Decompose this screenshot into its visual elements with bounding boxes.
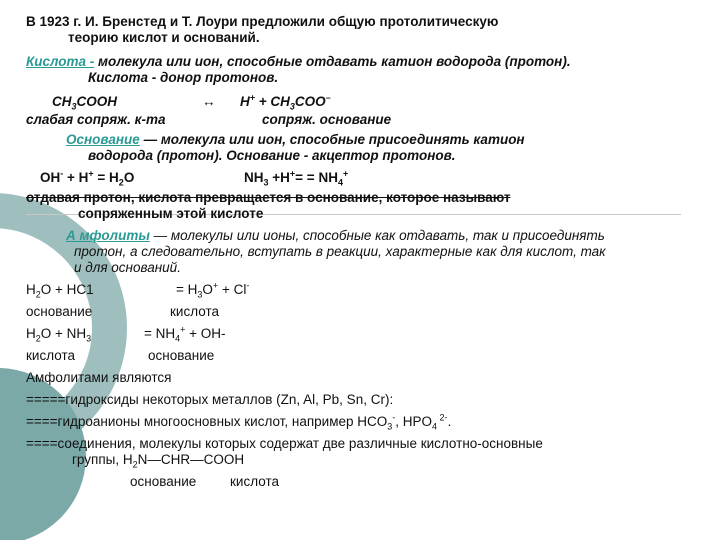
- item2-c: .: [447, 414, 452, 429]
- eq1-lhs-a: CH: [52, 94, 72, 109]
- eq2-c: = H: [93, 170, 119, 185]
- eq1-rhs-sup2: –: [325, 92, 331, 103]
- eq2-b: + H: [63, 170, 89, 185]
- base-def-line-2: водорода (протон). Основание - акцептор протонов.: [88, 148, 456, 163]
- ampholyte-item-compounds: ====соединения, молекулы которых содержат две различные кислотно-основные: [26, 436, 543, 451]
- acid-def-text: молекула или ион, способные отдавать катион водорода (протон).: [94, 54, 571, 69]
- acid-term: Кислота -: [26, 54, 95, 69]
- equation-ammonium: [244, 170, 348, 186]
- eq4-label-base: основание: [148, 348, 215, 363]
- ampholyte-item-hydroxides: =====гидроксиды некоторых металлов (Zn, Al, Pb, Sn, Cr):: [26, 392, 394, 407]
- eq1-rhs-c: COO: [294, 94, 326, 109]
- base-term: Основание: [66, 132, 140, 147]
- conjugate-explanation-line-1: отдавая протон, кислота превращается в основание, которое называют: [26, 190, 511, 205]
- eq2-d: O: [123, 170, 135, 185]
- eq1-rhs-sup1: +: [249, 92, 256, 103]
- acid-definition: [26, 54, 571, 70]
- eq4-c-sup: +: [180, 324, 186, 335]
- weak-conjugate-acid-label: слабая сопряж. к-та: [26, 112, 166, 127]
- eq4-a: H: [26, 326, 36, 341]
- eq4-a-sub: 2: [35, 333, 41, 344]
- equation-acetic-acid-rhs: [240, 94, 331, 110]
- item2-sup2: 2-: [437, 412, 448, 423]
- eq2-c-sub: 2: [118, 177, 124, 188]
- ampholyte-item-compounds-line-2: [72, 452, 244, 468]
- eq2-g-sub: 4: [337, 177, 343, 188]
- ampholytes-are-heading: Амфолитами являются: [26, 370, 172, 385]
- ampholyte-def-line-3: и для оснований.: [74, 260, 181, 275]
- eq3-d: O: [202, 282, 213, 297]
- eq3-label-base: основание: [26, 304, 93, 319]
- eq3-c: = H: [176, 282, 198, 297]
- eq3-e-sup: -: [246, 280, 250, 291]
- equation-water-ammonia-rhs: [144, 326, 226, 342]
- equation-water-hcl: [26, 282, 94, 298]
- eq1-rhs-sub2: 3: [289, 101, 295, 112]
- item2-sub: 3: [387, 421, 393, 432]
- conjugate-base-label: сопряж. основание: [262, 112, 392, 127]
- eq2-a-sup: -: [60, 168, 64, 179]
- eq4-b: O + NH: [40, 326, 87, 341]
- intro-line-1: В 1923 г. И. Бренстед и Т. Лоури предложили общую протолитическую: [26, 14, 499, 29]
- eq1-lhs-sub: 3: [71, 101, 77, 112]
- eq2-e: NH: [244, 170, 264, 185]
- amino-acid-label-acid: кислота: [230, 474, 279, 489]
- eq2-e-sub: 3: [263, 177, 269, 188]
- ampholyte-item-hydroanions: [26, 414, 451, 430]
- eq3-c-sub: 3: [197, 289, 203, 300]
- base-definition: [66, 132, 525, 148]
- eq2-f: +H: [268, 170, 290, 185]
- ampholyte-definition: [66, 228, 605, 244]
- equation-acetic-acid: [52, 94, 117, 110]
- eq2-f-sup: +: [289, 168, 296, 179]
- eq4-b-sub: 3: [86, 333, 92, 344]
- eq2-g-sup: +: [342, 168, 349, 179]
- ampholyte-def-text: — молекулы или ионы, способные как отдавать, так и присоединять: [149, 228, 605, 243]
- eq3-b: O + HC1: [40, 282, 94, 297]
- eq4-label-acid: кислота: [26, 348, 75, 363]
- item3b-b: N—CHR—COOH: [137, 452, 245, 467]
- item3b-sub: 2: [132, 459, 138, 470]
- conjugate-explanation-line-2: сопряженным этой кислоте: [78, 206, 264, 221]
- eq4-c: = NH: [144, 326, 176, 341]
- equation-water-hcl-rhs: [176, 282, 249, 298]
- eq4-d: + OH-: [185, 326, 226, 341]
- eq1-rhs-b: + CH: [255, 94, 290, 109]
- eq3-label-acid: кислота: [170, 304, 219, 319]
- ampholyte-term: А мфолиты: [66, 228, 150, 243]
- equation-neutralization: [40, 170, 134, 186]
- amino-acid-label-base: основание: [130, 474, 197, 489]
- item2-sup1: -: [392, 412, 396, 423]
- item2-b: , HPO: [395, 414, 433, 429]
- base-def-text: — молекула или ион, способные присоединять катион: [139, 132, 525, 147]
- eq2-a: OH: [40, 170, 61, 185]
- eq3-d-sup: +: [212, 280, 219, 291]
- item2-sub2: 4: [432, 421, 438, 432]
- equilibrium-arrow-icon: ↔: [202, 94, 216, 109]
- acid-def-line-2: Кислота - донор протонов.: [88, 70, 279, 85]
- eq1-rhs-a: H: [240, 94, 250, 109]
- eq1-lhs-b: COOH: [76, 94, 118, 109]
- ampholyte-def-line-2: протон, а следовательно, вступать в реакции, характерные как для кислот, так: [74, 244, 606, 259]
- equation-water-ammonia: [26, 326, 91, 342]
- item3b-a: группы, H: [72, 452, 133, 467]
- eq3-a-sub: 2: [35, 289, 41, 300]
- eq2-g: = = NH: [295, 170, 338, 185]
- item2-a: ====гидроанионы многоосновных кислот, например HCO: [26, 414, 388, 429]
- eq2-b-sup: +: [88, 168, 94, 179]
- eq4-c-sub: 4: [175, 333, 181, 344]
- eq3-e: + Cl: [218, 282, 247, 297]
- eq3-a: H: [26, 282, 36, 297]
- intro-line-2: теорию кислот и оснований.: [68, 30, 260, 45]
